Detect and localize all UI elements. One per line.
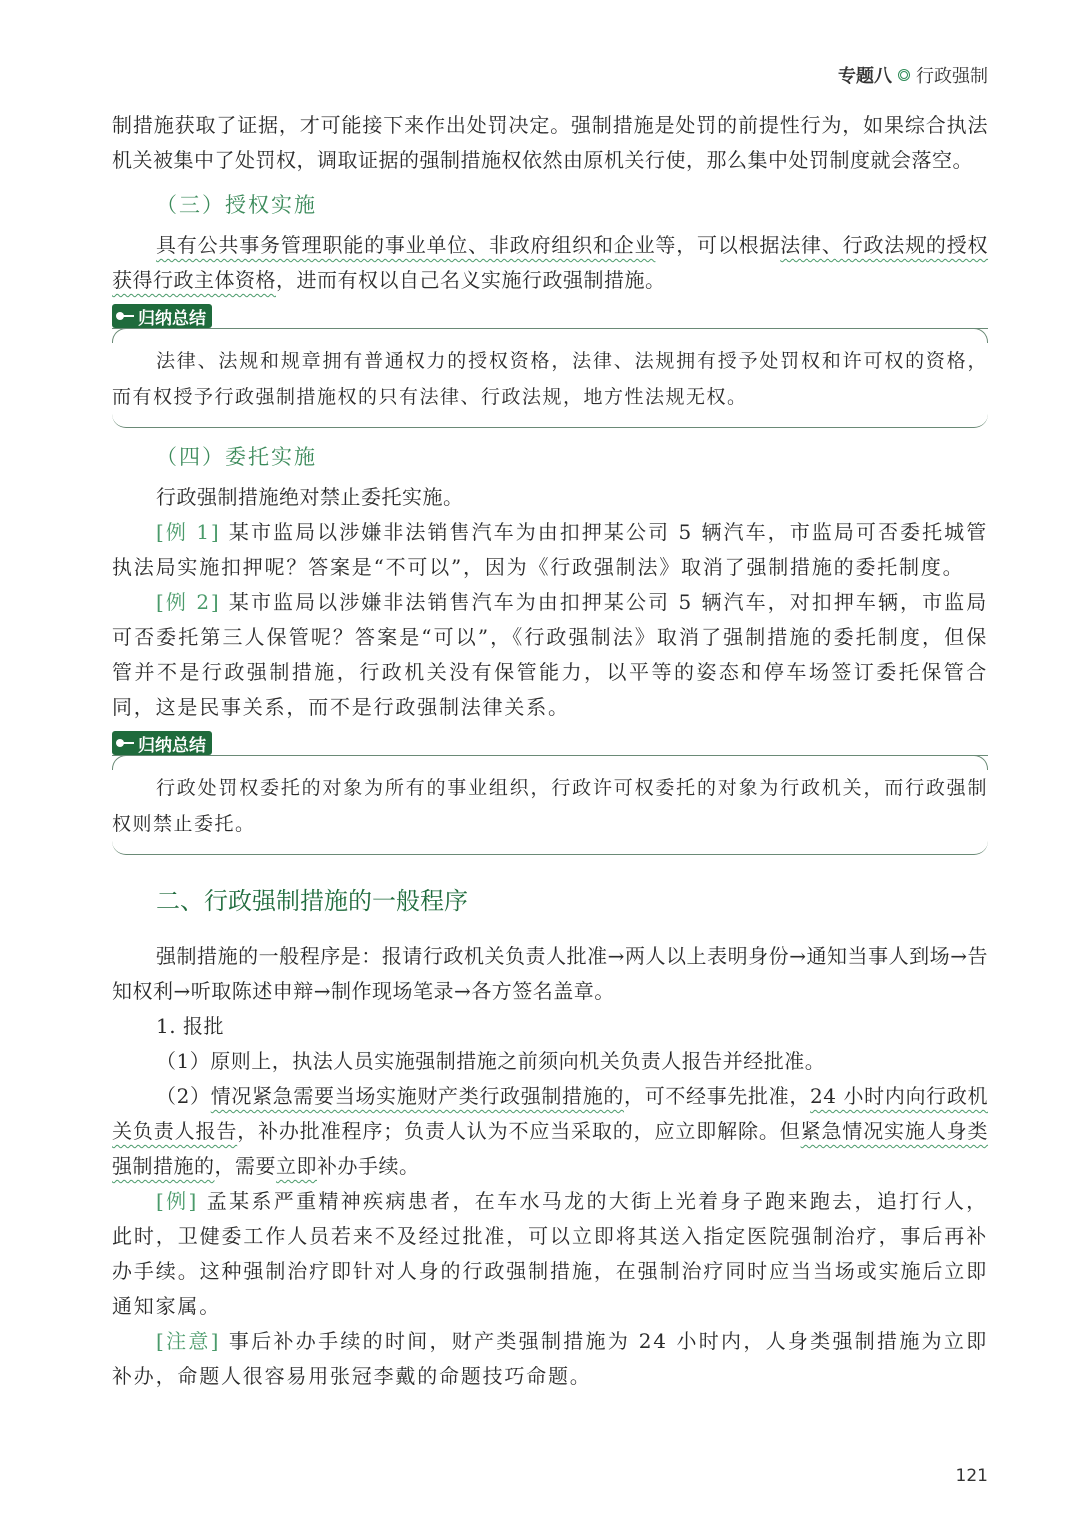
example-text: 某市监局以涉嫌非法销售汽车为由扣押某公司 5 辆汽车，对扣押车辆，市监局可否委托第三人保管呢？答案是“可以”，《行政强制法》取消了强制措施的委托制度，但保管并不是行政强制措施，行政机关没有保管能力，以平等的姿态和停车场签订委托保管合同，这是民事关系，而不是行政强制法律关系。	[112, 590, 989, 719]
highlight-text: 具有公共事务管理职能的事业单位、非政府组织和企业	[156, 233, 656, 257]
highlight-text: 24 小时内向行政机关负责人报告	[112, 1084, 989, 1143]
highlight-text: 紧急情况实施人身类强制措施的	[112, 1119, 989, 1178]
text-span: ，补办批准程序；负责人认为不应当采取的，应立即解除。但	[237, 1119, 801, 1143]
summary-text: 行政处罚权委托的对象为所有的事业组织，行政许可权委托的对象为行政机关，而行政强制权则禁止委托。	[112, 777, 988, 835]
example-text: 某市监局以涉嫌非法销售汽车为由扣押某公司 5 辆汽车，市监局可否委托城管执法局实施扣押呢？答案是“不可以”，因为《行政强制法》取消了强制措施的委托制度。	[112, 520, 989, 579]
list-item-1-1: （1）原则上，执法人员实施强制措施之前须向机关负责人报告并经批准。	[156, 1049, 826, 1073]
page-header	[838, 62, 988, 88]
page-content	[112, 108, 988, 1394]
highlight-text: 情况紧急需要当场实施财产类行政强制措施的	[210, 1084, 625, 1108]
key-icon	[116, 312, 134, 320]
header-topic: 专题八	[838, 66, 892, 87]
circle-bullet-icon	[898, 69, 910, 81]
summary-text: 法律、法规和规章拥有普通权力的授权资格，法律、法规拥有授予处罚权和许可权的资格，而有权授予行政强制措施权的只有法律、行政法规，地方性法规无权。	[112, 350, 988, 408]
highlight-text: 立即	[276, 1154, 317, 1178]
example-text: 孟某系严重精神疾病患者，在车水马龙的大街上光着身子跑来跑去，追打行人，此时，卫健委工作人员若来不及经过批准，可以立即将其送入指定医院强制治疗，事后再补办手续。这种强制治疗即针对人身的行政强制措施，在强制治疗同时应当当场或实施后立即通知家属。	[112, 1189, 988, 1318]
example-1	[112, 515, 988, 585]
highlight-text: 法律、行政法规	[780, 233, 926, 257]
page-number: 121	[955, 1466, 988, 1486]
list-item-1-2	[112, 1079, 988, 1184]
subsection-title-entrusted: （四）委托实施	[156, 445, 317, 469]
example-label: [例 2]	[156, 590, 221, 614]
summary-label-text: 归纳总结	[138, 735, 206, 756]
example-label: [例]	[156, 1189, 199, 1213]
text-span: 等，可以根据	[655, 233, 781, 257]
subsection-title-authorized: （三）授权实施	[156, 193, 317, 217]
paragraph-continuation: 制措施获取了证据，才可能接下来作出处罚决定。强制措施是处罚的前提性行为，如果综合执法机关被集中了处罚权，调取证据的强制措施权依然由原机关行使，那么集中处罚制度就会落空。	[112, 113, 988, 172]
summary-label	[112, 304, 212, 328]
text-span: 补办手续。	[317, 1154, 420, 1178]
example-2	[112, 585, 988, 725]
paragraph-authorized	[112, 228, 988, 298]
text-span: ，需要	[214, 1154, 276, 1178]
text-span: ，进而有权以自己名义实施行政强制措施。	[276, 268, 666, 292]
paragraph-entrusted: 行政强制措施绝对禁止委托实施。	[156, 485, 464, 509]
key-icon	[116, 739, 134, 747]
example-3	[112, 1184, 988, 1324]
paragraph-procedure: 强制措施的一般程序是：报请行政机关负责人批准→两人以上表明身份→通知当事人到场→告知权利→听取陈述申辩→制作现场笔录→各方签名盖章。	[112, 944, 988, 1003]
highlight-text: 的授权获得行政主体资格	[112, 233, 989, 292]
summary-box	[112, 755, 988, 855]
text-span: （2）	[156, 1084, 211, 1108]
note	[112, 1324, 988, 1394]
example-label: [例 1]	[156, 520, 221, 544]
note-label: [注意]	[156, 1329, 221, 1353]
section-title-procedure: 二、行政强制措施的一般程序	[156, 887, 468, 915]
summary-label-text: 归纳总结	[138, 308, 206, 329]
note-text: 事后补办手续的时间，财产类强制措施为 24 小时内，人身类强制措施为立即补办，命题人很容易用张冠李戴的命题技巧命题。	[112, 1329, 988, 1388]
text-span: ，可不经事先批准，	[624, 1084, 811, 1108]
list-item-approval: 1. 报批	[156, 1014, 224, 1038]
summary-box	[112, 328, 988, 428]
summary-label	[112, 731, 212, 755]
header-title: 行政强制	[916, 66, 988, 87]
